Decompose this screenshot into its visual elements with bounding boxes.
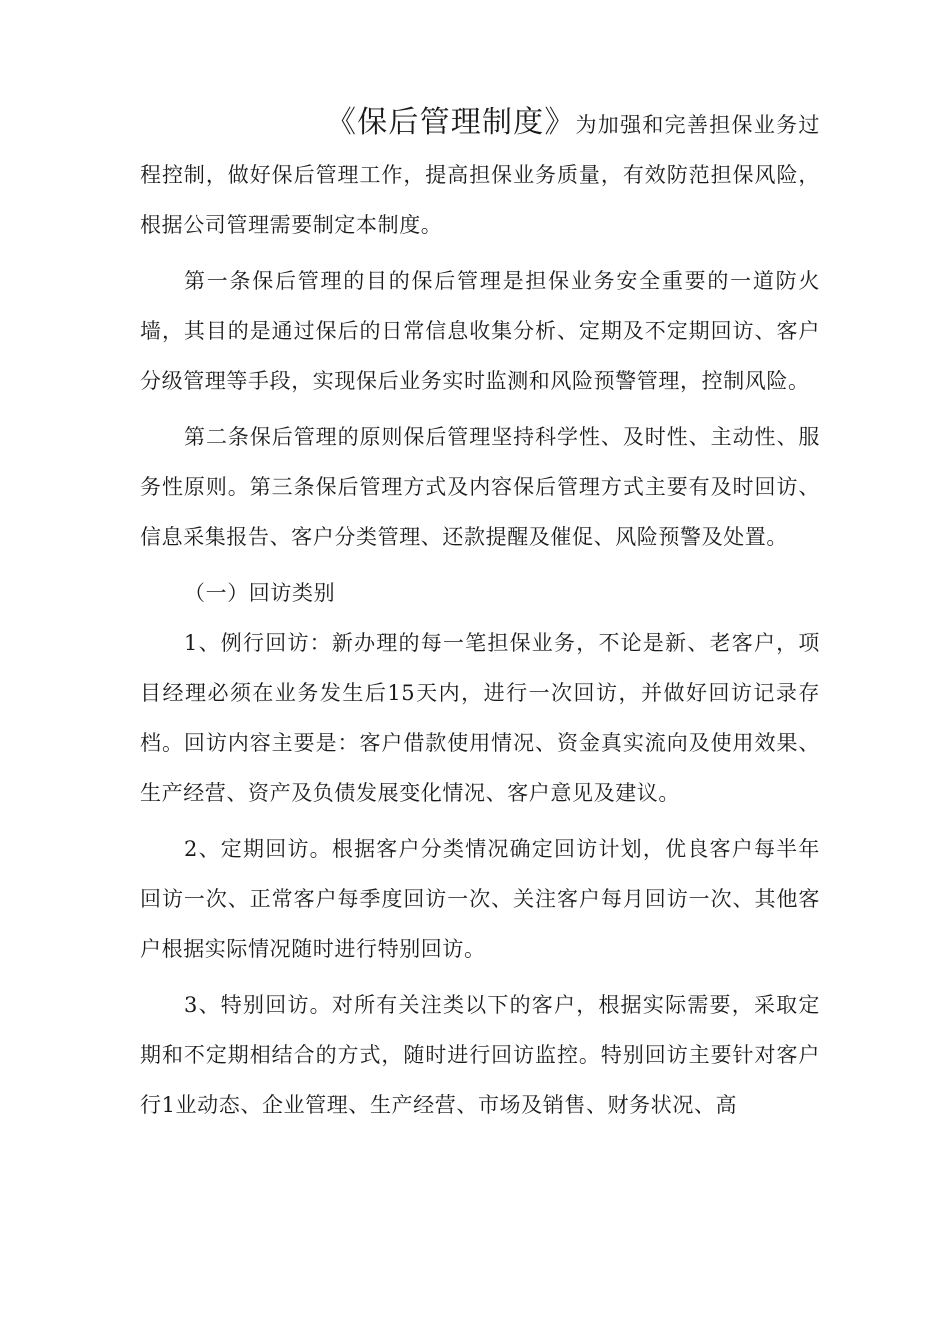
document-title: 《保后管理制度》 bbox=[326, 105, 576, 140]
article-1-paragraph: 第一条保后管理的目的保后管理是担保业务安全重要的一道防火墙，其目的是通过保后的日常信息收集分析、定期及不定期回访、客户分级管理等手段，实现保后业务实时监测和风险预警管理，控制风险。 bbox=[140, 269, 820, 393]
item-1-paragraph: 1、例行回访：新办理的每一笔担保业务，不论是新、老客户，项目经理必须在业务发生后15天内，进行一次回访，并做好回访记录存档。回访内容主要是：客户借款使用情况、资金真实流向及使用效果、生产经营、资产及负债发展变化情况、客户意见及建议。 bbox=[140, 631, 820, 805]
intro-paragraph bbox=[140, 98, 820, 250]
intro-text: 为加强和完善担保业务过程控制，做好保后管理工作，提高担保业务质量，有效防范担保风险，根据公司管理需要制定本制度。 bbox=[140, 113, 820, 237]
document-page bbox=[140, 98, 820, 1130]
item-2-paragraph: 2、定期回访。根据客户分类情况确定回访计划，优良客户每半年回访一次、正常客户每季度回访一次、关注客户每月回访一次、其他客户根据实际情况随时进行特别回访。 bbox=[140, 837, 820, 961]
article-2-paragraph: 第二条保后管理的原则保后管理坚持科学性、及时性、主动性、服务性原则。第三条保后管理方式及内容保后管理方式主要有及时回访、信息采集报告、客户分类管理、还款提醒及催促、风险预警及处置。 bbox=[140, 425, 820, 549]
item-3-paragraph: 3、特别回访。对所有关注类以下的客户，根据实际需要，采取定期和不定期相结合的方式，随时进行回访监控。特别回访主要针对客户行1业动态、企业管理、生产经营、市场及销售、财务状况、高 bbox=[140, 993, 820, 1117]
section-heading-visit-types: （一）回访类别 bbox=[184, 581, 336, 605]
